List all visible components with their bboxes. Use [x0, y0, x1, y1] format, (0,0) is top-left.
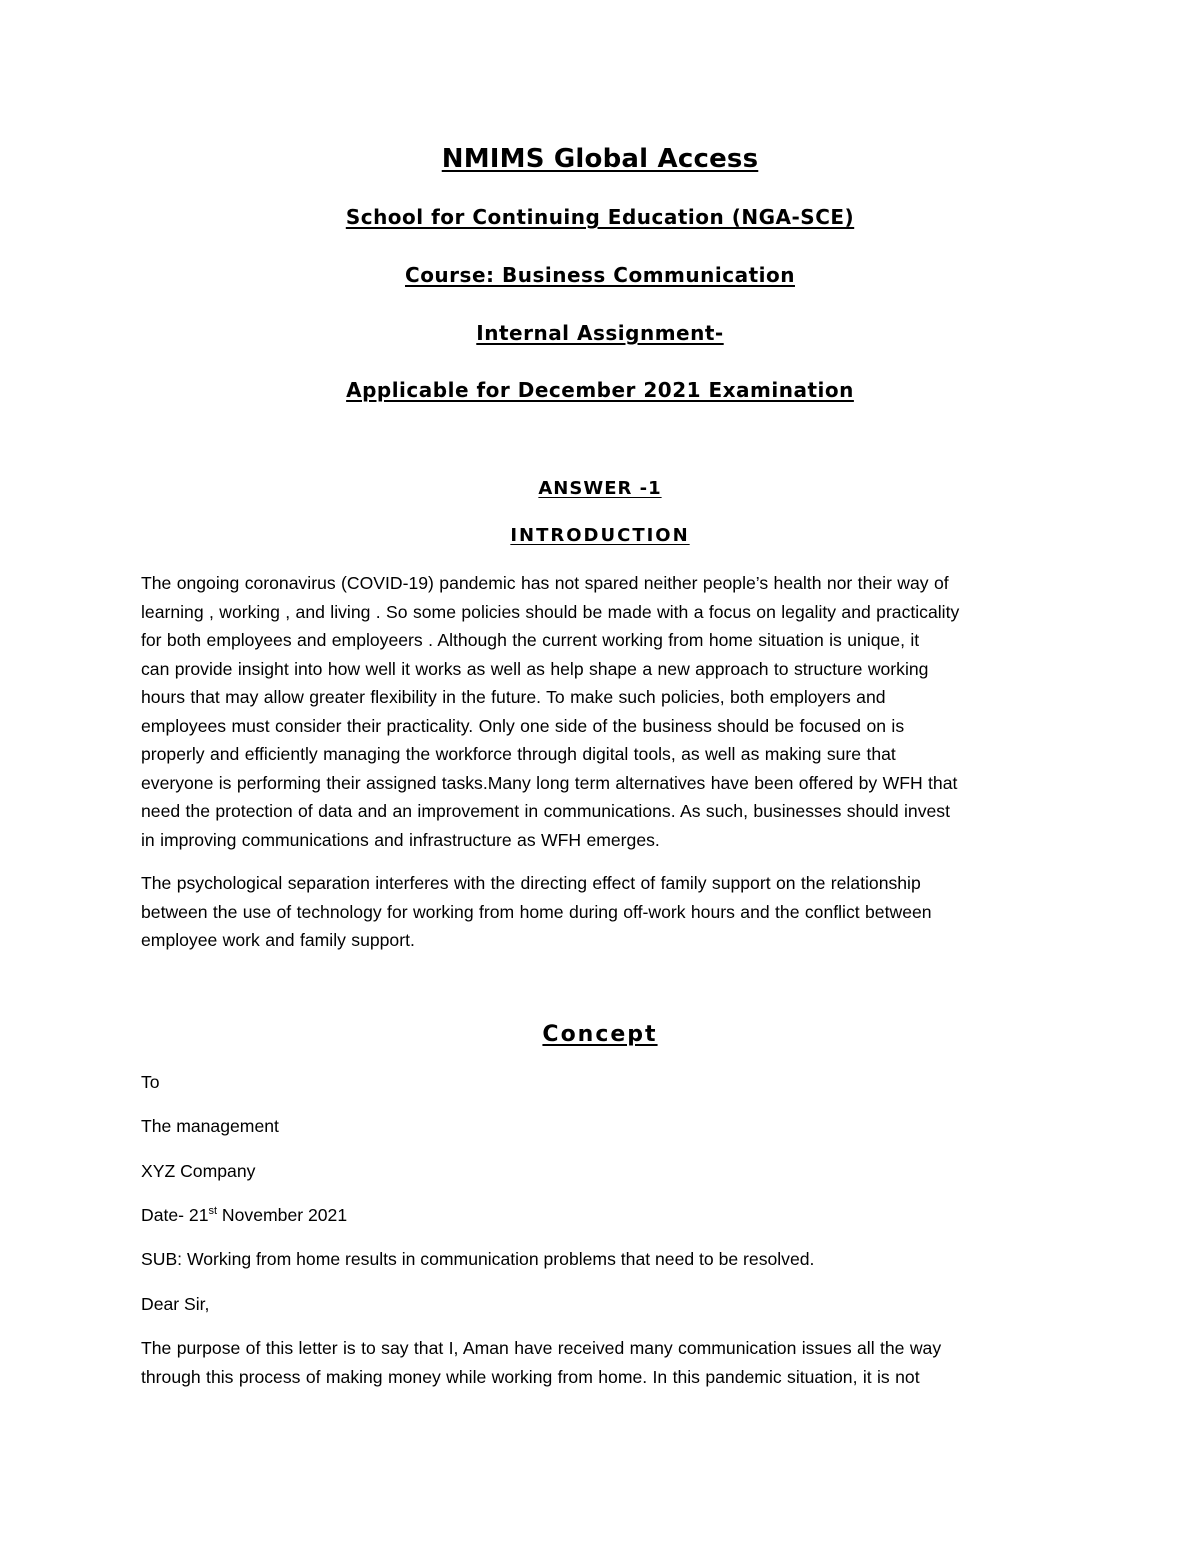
paragraph-line: The psychological separation interferes with the directing effect of family support on the relationship [141, 873, 921, 893]
letter-company: XYZ Company [141, 1161, 256, 1181]
date-superscript: st [208, 1205, 218, 1218]
paragraph-line: The ongoing coronavirus (COVID-19) pandemic has not spared neither people’s health nor their way of [141, 573, 949, 593]
paragraph-line: for both employees and employeers . Although the current working from home situation is unique, it [141, 630, 920, 650]
paragraph-line: through this process of making money while working from home. In this pandemic situation, it is not [141, 1366, 920, 1387]
letter-body [141, 1334, 1071, 1391]
paragraph-line: in improving communications and infrastructure as WFH emerges. [141, 829, 660, 850]
letter-subject: SUB: Working from home results in communication problems that need to be resolved. [141, 1249, 815, 1269]
letter-recipient: The management [141, 1116, 279, 1136]
answer-heading: ANSWER -1 [538, 478, 662, 499]
paragraph-line: properly and efficiently managing the workforce through digital tools, as well as making sure that [141, 744, 896, 764]
paragraph-line: learning , working , and living . So some policies should be made with a focus on legality and practicality [141, 601, 960, 622]
concept-heading: Concept [542, 1022, 658, 1047]
paragraph-line: employees must consider their practicality. Only one side of the business should be focused on is [141, 715, 905, 736]
paragraph-line: need the protection of data and an improvement in communications. As such, businesses should invest [141, 801, 950, 821]
paragraph-line: between the use of technology for working from home during off-work hours and the conflict between [141, 901, 932, 922]
assignment-label: Internal Assignment- [476, 321, 724, 345]
applicable-examination: Applicable for December 2021 Examination [346, 378, 854, 402]
letter-date [141, 1201, 347, 1229]
paragraph-line: employee work and family support. [141, 930, 415, 950]
introduction-heading: INTRODUCTION [510, 525, 690, 546]
document-title: NMIMS Global Access [441, 144, 759, 174]
paragraph-line: The purpose of this letter is to say that I, Aman have received many communication issues all the way [141, 1338, 942, 1358]
second-paragraph [141, 869, 1071, 955]
date-prefix: Date- 21 [141, 1205, 209, 1225]
introduction-paragraph [141, 569, 1071, 854]
paragraph-line: can provide insight into how well it works as well as help shape a new approach to structure working [141, 658, 929, 679]
school-name: School for Continuing Education (NGA-SCE) [345, 205, 855, 229]
letter-to: To [141, 1072, 160, 1092]
letter-salutation: Dear Sir, [141, 1294, 210, 1314]
paragraph-line: hours that may allow greater flexibility in the future. To make such policies, both employers and [141, 687, 886, 707]
date-suffix: November 2021 [217, 1205, 348, 1225]
course-name: Course: Business Communication [405, 263, 795, 287]
paragraph-line: everyone is performing their assigned tasks.Many long term alternatives have been offered by WFH that [141, 772, 958, 793]
